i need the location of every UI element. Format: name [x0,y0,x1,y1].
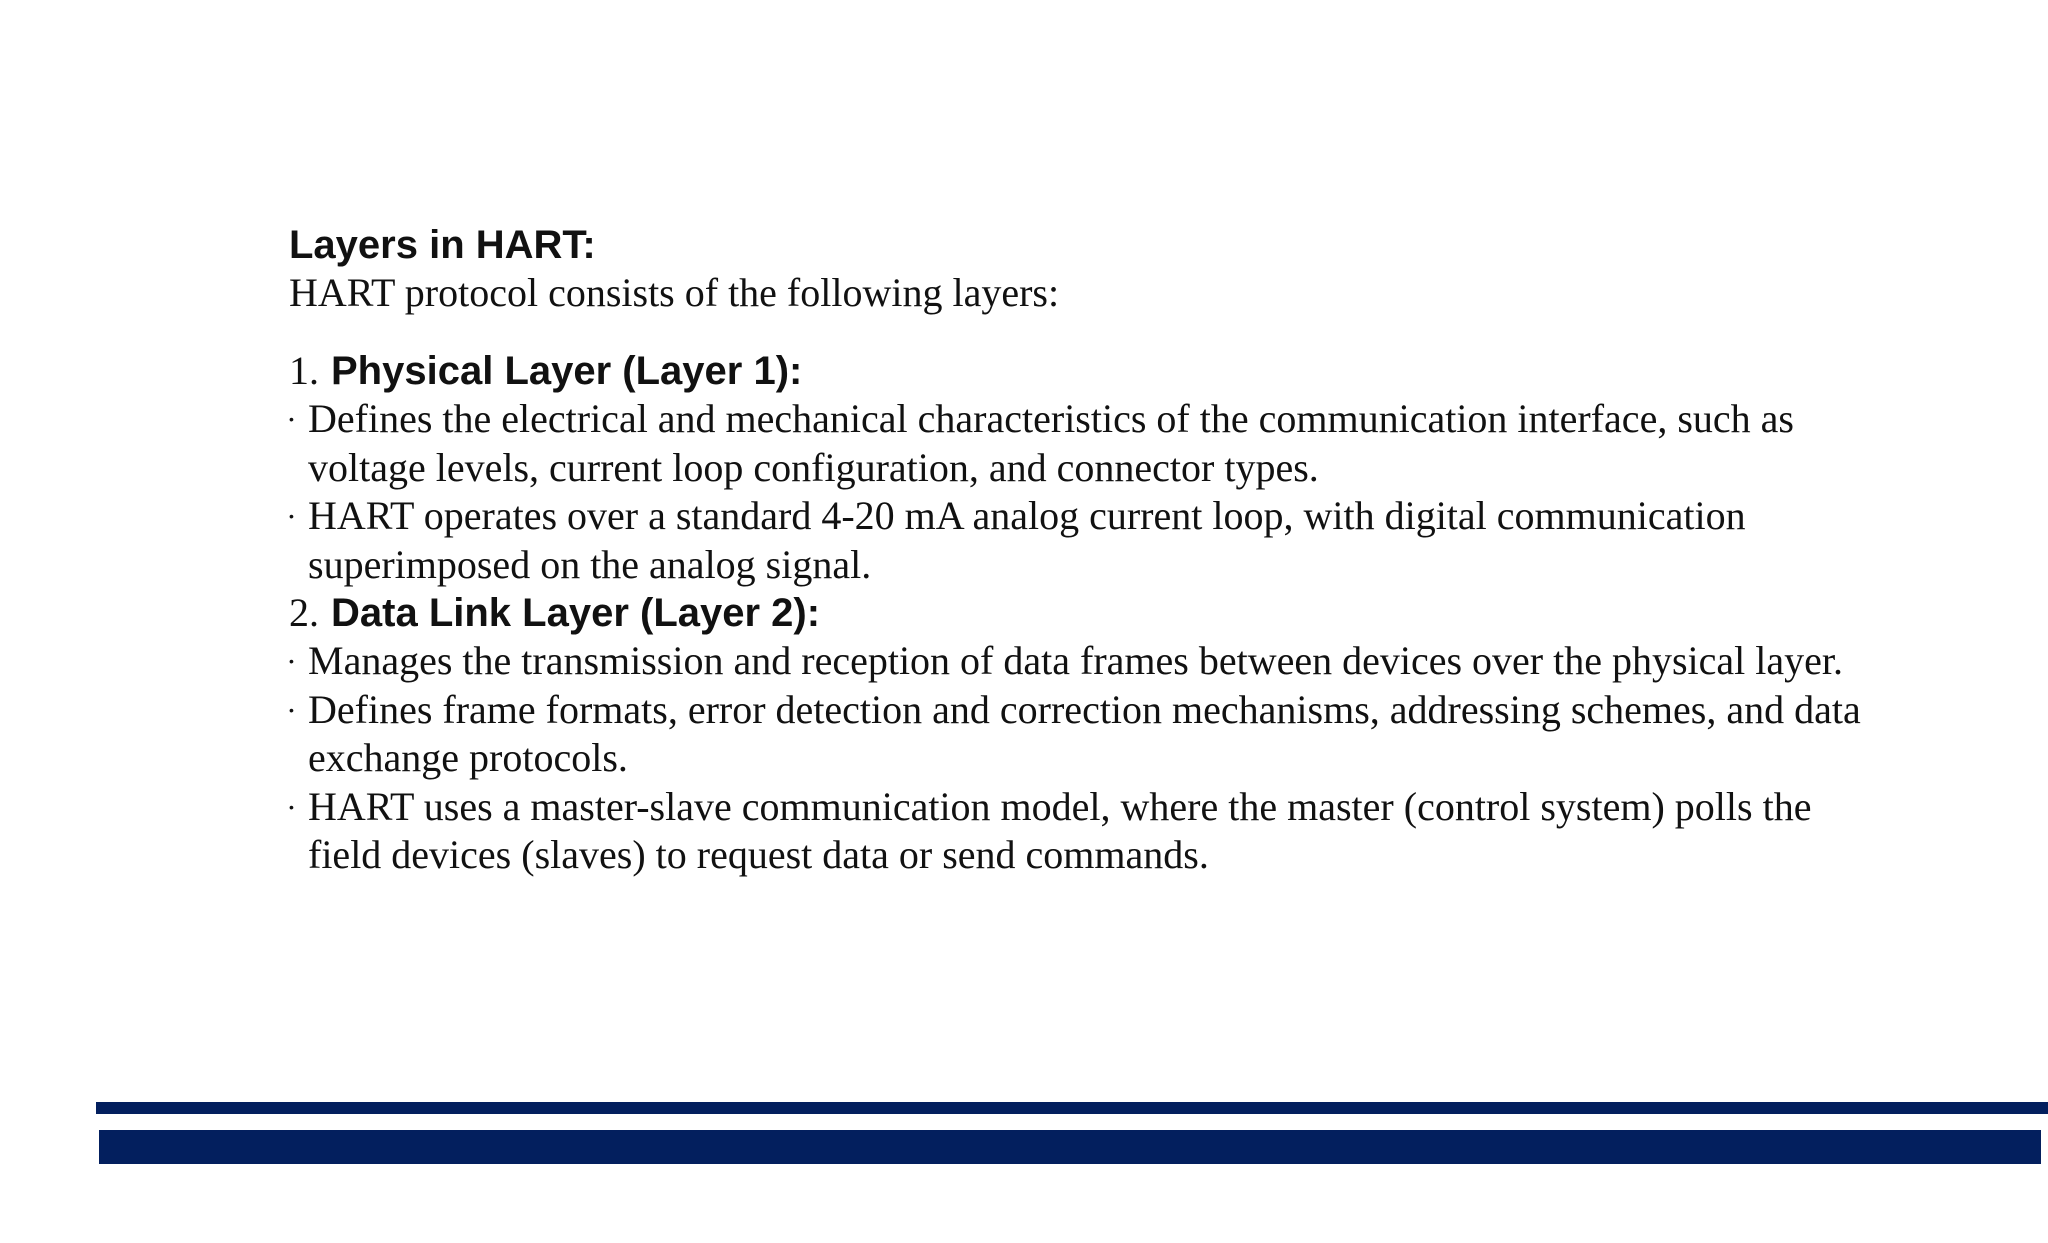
bullet-text: Defines the electrical and mechanical characteristics of the communication interface, such as voltage levels, current loop configuration, and connector types. [308,396,1794,490]
intro-text: HART protocol consists of the following layers: [289,270,1060,315]
bullet-dot-icon: • [289,508,294,524]
bullet-text: HART uses a master-slave communication model, where the master (control system) polls the field devices (slaves) to request data or send commands. [308,783,1812,877]
bullet-text: HART operates over a standard 4-20 mA analog current loop, with digital communication superimposed on the analog signal. [308,493,1746,587]
bullet-dot-icon: • [289,653,294,669]
bullet-text: Defines frame formats, error detection and correction mechanisms, addressing schemes, and data exchange protocols. [308,686,1861,780]
bullet-dot-icon: • [289,701,294,718]
section-title: Data Link Layer (Layer 2): [331,591,821,635]
bullet-text: Manages the transmission and reception of data frames between devices over the physical layer. [308,638,1843,683]
physical-layer-bullet-list [289,395,1879,589]
bullet-item [289,686,1879,783]
slide-heading: Layers in HART: [289,223,596,267]
bullet-dot-icon: • [289,411,294,427]
section-number: 2. [289,590,319,635]
slide-content [289,222,1879,880]
section-number: 1. [289,348,319,393]
footer-accent-bar-thick [99,1130,2041,1164]
data-link-layer-bullet-list [289,637,1879,880]
footer-accent-bar-thin [96,1102,2048,1114]
bullet-dot-icon: • [289,798,294,815]
bullet-item [289,637,1879,686]
section-physical-layer [289,347,1879,395]
bullet-item [289,783,1879,880]
bullet-item [289,492,1879,589]
bullet-item [289,395,1879,492]
section-title: Physical Layer (Layer 1): [331,349,803,393]
section-data-link-layer [289,589,1879,637]
